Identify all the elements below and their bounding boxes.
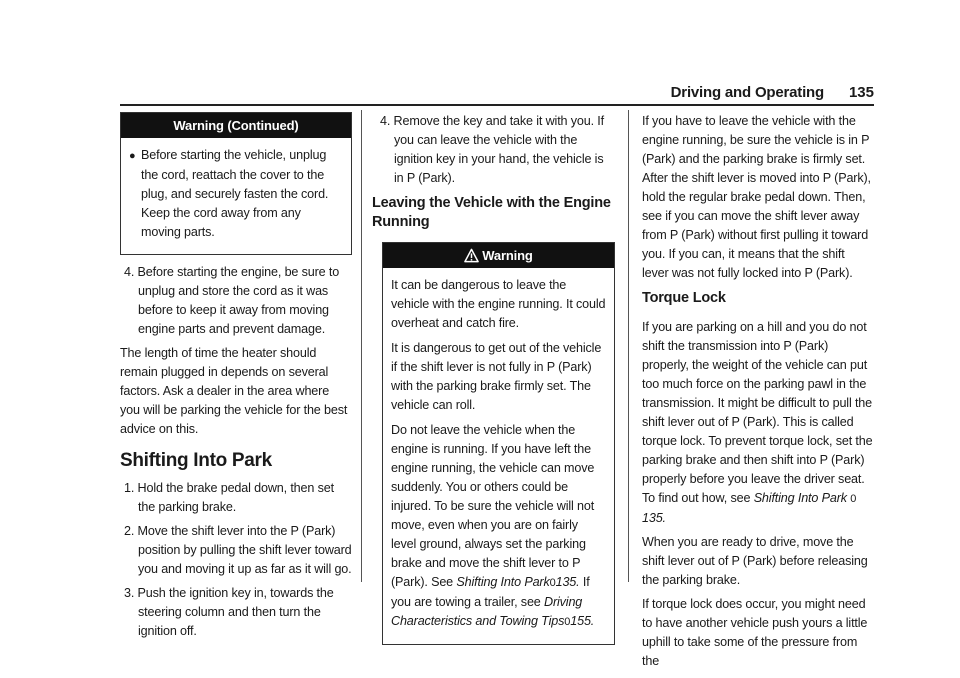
warning-title: Warning: [482, 248, 533, 263]
subhead-torque-lock: Torque Lock: [642, 290, 726, 306]
page-ref-arrow-icon: 0: [549, 577, 556, 589]
column-divider: [361, 110, 362, 582]
column-right: [642, 112, 874, 676]
link-towing-tips[interactable]: Driving Characteristics and Towing Tips: [391, 595, 583, 628]
warning-continued-box: [120, 112, 352, 255]
warning-header: [383, 243, 614, 268]
warning-continued-title: Warning (Continued): [121, 113, 351, 138]
page-ref[interactable]: 155.: [570, 614, 595, 628]
warning-box: [382, 242, 615, 645]
warning-bullet: ● Before starting the vehicle, unplug the cord, reattach the cover to the plug, and securely fasten the cord. Keep the cord away from any moving parts.: [129, 148, 329, 239]
page-ref-arrow-icon: 0: [850, 493, 857, 505]
link-shifting-into-park[interactable]: Shifting Into Park: [456, 575, 550, 589]
warning-triangle-icon: [464, 248, 479, 263]
link-shifting-into-park[interactable]: Shifting Into Park: [753, 491, 847, 505]
step-1: 1. Hold the brake pedal down, then set the parking brake.: [124, 481, 334, 514]
subhead-engine-running: Leaving the Vehicle with the Engine Running: [372, 195, 611, 230]
page-header: [120, 84, 874, 102]
heater-paragraph: The length of time the heater should remain plugged in depends on several factors. Ask a dealer in the area where you will be parking the vehicle for the best advice on this.: [120, 346, 348, 436]
header-title: Driving and Operating: [670, 84, 824, 101]
bullet-icon: ●: [129, 150, 136, 162]
step-3: 3. Push the ignition key in, towards the steering column and then turn the ignition off.: [124, 586, 334, 638]
step-4-unplug: 4. Before starting the engine, be sure to unplug and store the cord as it was before to keep it away from moving engine parts and prevent damage.: [124, 265, 340, 336]
column-left: [120, 112, 352, 646]
warning-paragraph-3: Do not leave the vehicle when the engine is running. If you have left the engine running, the vehicle can move suddenly. You or others could be injured. To be sure the vehicle will not move, even when you are on fairly level ground, always set the parking brake and move the shift lever to P (Park). See Shifting Into Park0135. If you are towing a trailer, see Driving Characteristics and Towing Tips0155.: [391, 423, 595, 628]
page-number: 135: [848, 84, 874, 101]
column-middle: [372, 112, 615, 653]
step-4-remove-key: 4. Remove the key and take it with you. If you can leave the vehicle with the ignition key in your hand, the vehicle is in P (Park).: [380, 114, 605, 185]
step-2: 2. Move the shift lever into the P (Park) position by pulling the shift lever toward you and moving it up as far as it will go.: [124, 524, 352, 576]
torque-lock-occurs-paragraph: If torque lock does occur, you might need to have another vehicle push yours a little uphill to take some of the pressure from the: [642, 597, 868, 668]
torque-lock-paragraph: If you are parking on a hill and you do not shift the transmission into P (Park) properly, the weight of the vehicle can put too much force on the parking pawl in the transmission. It might be difficult to pull the shift lever out of P (Park). This is called torque lock. To prevent torque lock, set the parking brake and then shift into P (Park) properly before you leave the driver seat. To find out how, see Shifting Into Park 0 135.: [642, 320, 873, 525]
page-ref-arrow-icon: 0: [564, 616, 571, 628]
ready-to-drive-paragraph: When you are ready to drive, move the shift lever out of P (Park) before releasing the parking brake.: [642, 535, 868, 587]
section-title: Shifting Into Park: [120, 450, 272, 471]
warning-paragraph-1: It can be dangerous to leave the vehicle with the engine running. It could overheat and catch fire.: [391, 278, 606, 330]
engine-running-paragraph: If you have to leave the vehicle with the engine running, be sure the vehicle is in P (Park) and the parking brake is firmly set. After the shift lever is moved into P (Park), hold the regular brake pedal down. Then, see if you can move the shift lever away from P (Park) without first pulling it toward you. If you can, it means that the shift lever was not fully locked into P (Park).: [642, 114, 871, 280]
header-rule: [120, 104, 874, 106]
warning-paragraph-2: It is dangerous to get out of the vehicle if the shift lever is not fully in P (Park) with the parking brake firmly set. The vehicle can roll.: [391, 341, 602, 412]
column-divider: [628, 110, 629, 582]
page-ref[interactable]: 135.: [555, 575, 580, 589]
page-ref[interactable]: 135.: [642, 511, 666, 525]
